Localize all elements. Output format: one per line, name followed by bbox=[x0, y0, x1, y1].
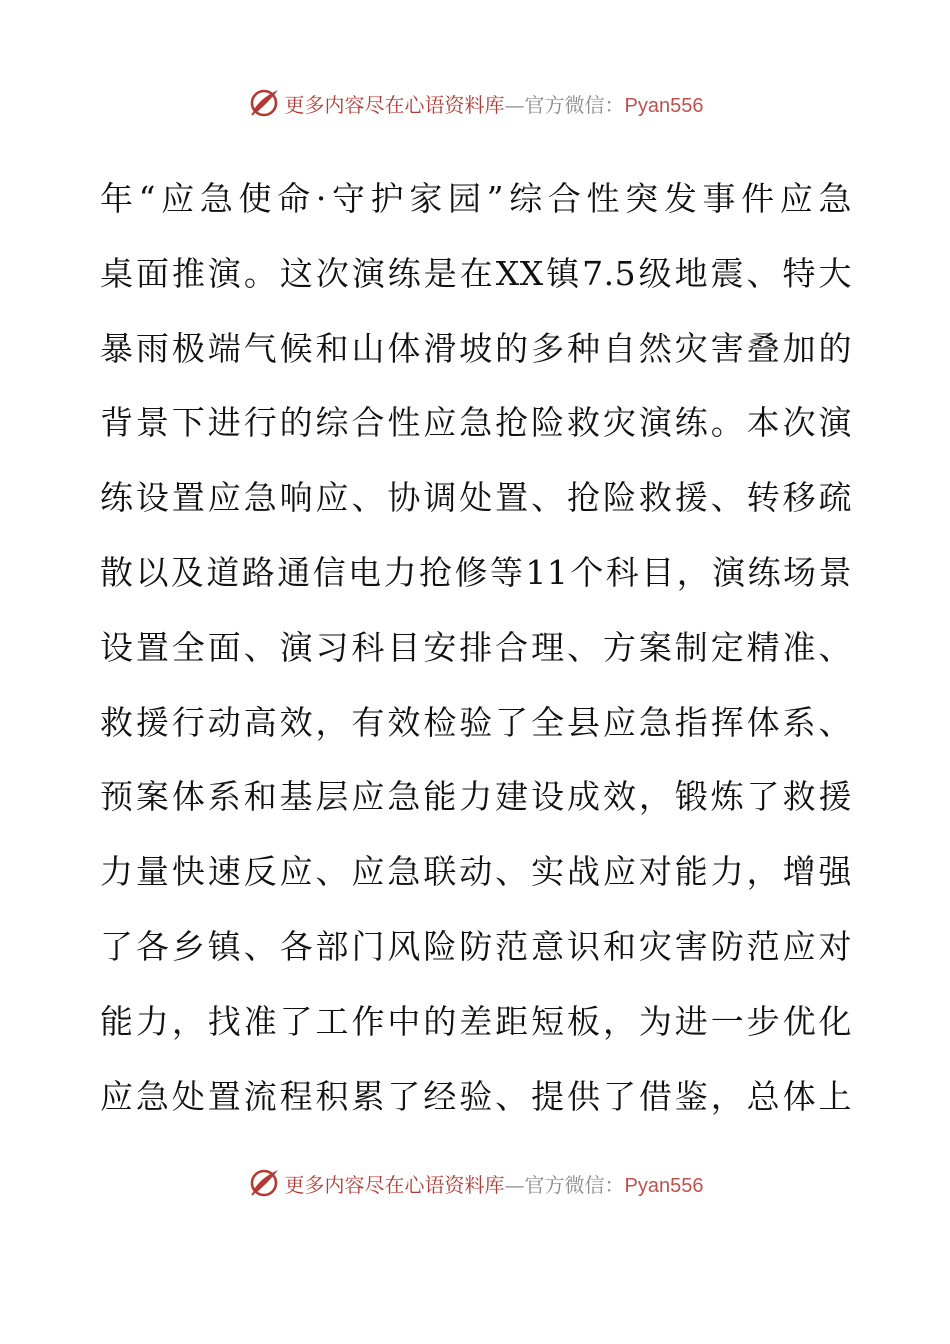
body-line: 了各乡镇、各部门风险防范意识和灾害防范应对 bbox=[100, 926, 852, 966]
body-line: 桌面推演。这次演练是在XX镇7.5级地震、特大 bbox=[100, 253, 852, 293]
footer-watermark-banner bbox=[0, 1163, 950, 1203]
body-line: 设置全面、演习科目安排合理、方案制定精准、 bbox=[100, 627, 852, 667]
body-line: 练设置应急响应、协调处置、抢险救援、转移疏 bbox=[100, 478, 852, 518]
quill-logo-icon bbox=[247, 1166, 281, 1200]
body-line: 背景下进行的综合性应急抢险救灾演练。本次演 bbox=[100, 403, 852, 443]
body-line: 应急处置流程积累了经验、提供了借鉴，总体上 bbox=[100, 1076, 852, 1116]
quill-logo-icon bbox=[247, 86, 281, 120]
body-line: 散以及道路通信电力抢修等11个科目，演练场景 bbox=[100, 552, 852, 592]
body-line: 暴雨极端气候和山体滑坡的多种自然灾害叠加的 bbox=[100, 328, 852, 368]
footer-banner-text bbox=[285, 1169, 704, 1198]
header-site-name: 更多内容尽在心语资料库 bbox=[284, 92, 505, 117]
header-banner-text bbox=[285, 89, 704, 118]
footer-separator: — bbox=[504, 1172, 525, 1197]
header-wechat-id: Pyan556 bbox=[624, 94, 704, 117]
footer-wechat-id: Pyan556 bbox=[624, 1174, 704, 1197]
body-line: 年“应急使命·守护家园”综合性突发事件应急 bbox=[100, 179, 852, 218]
header-wechat-label: 官方微信： bbox=[524, 92, 625, 117]
body-line: 救援行动高效，有效检验了全县应急指挥体系、 bbox=[100, 702, 852, 742]
header-watermark-banner bbox=[0, 83, 950, 123]
document-body bbox=[100, 162, 852, 1134]
footer-site-name: 更多内容尽在心语资料库 bbox=[284, 1172, 505, 1197]
footer-wechat-label: 官方微信： bbox=[524, 1172, 625, 1197]
body-line: 能力，找准了工作中的差距短板，为进一步优化 bbox=[100, 1001, 852, 1041]
body-line: 预案体系和基层应急能力建设成效，锻炼了救援 bbox=[100, 777, 852, 817]
header-separator: — bbox=[504, 92, 525, 117]
body-line: 力量快速反应、应急联动、实战应对能力，增强 bbox=[100, 852, 852, 892]
